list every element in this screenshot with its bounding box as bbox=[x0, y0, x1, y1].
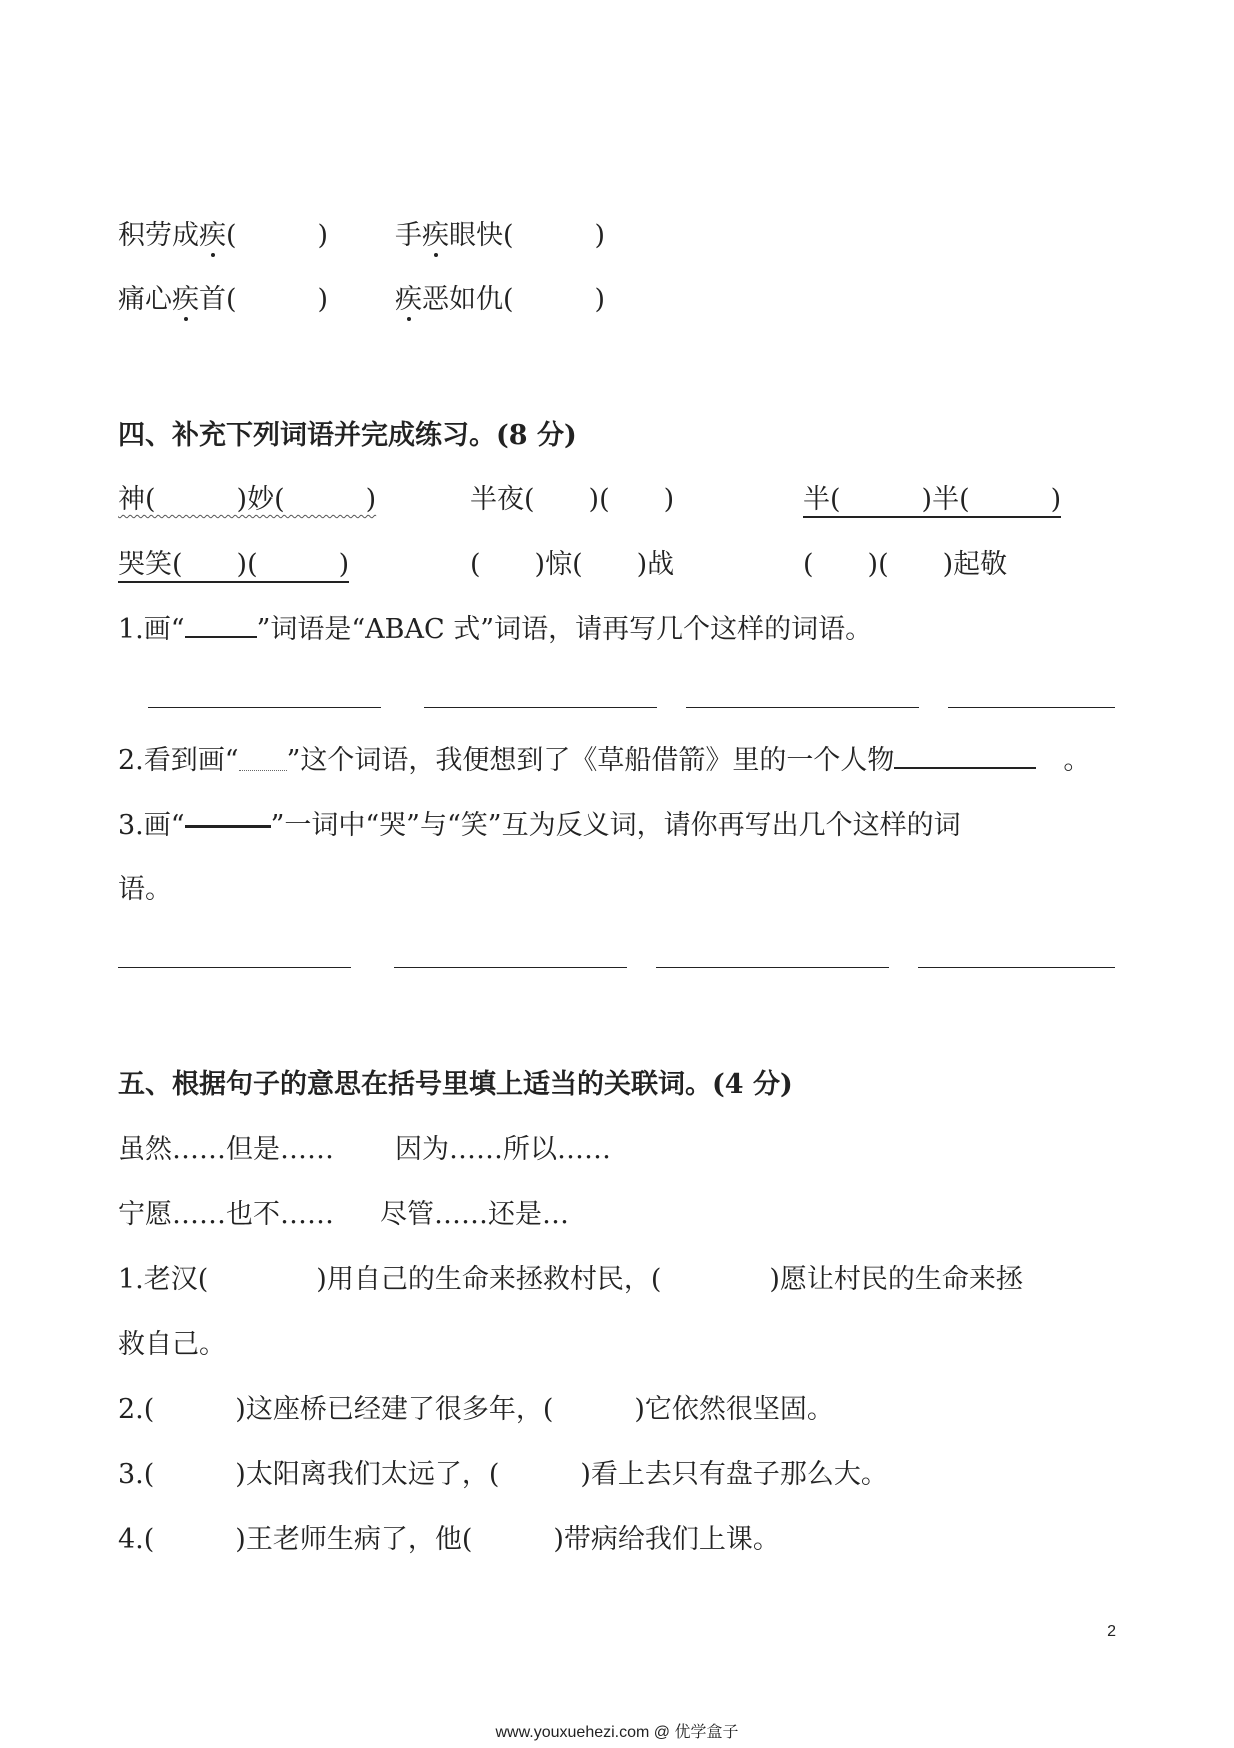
page-number: 2 bbox=[1107, 1623, 1116, 1640]
answer-line[interactable] bbox=[394, 967, 627, 968]
sentence-1: 1.老汉( )用自己的生命来拯救村民，( )愿让村民的生命来拯 bbox=[118, 1264, 1023, 1295]
idiom-1: 积劳成疾( ) bbox=[118, 220, 329, 251]
blank-word-r2c: ( )( )起敬 bbox=[803, 549, 1008, 580]
question-4-2: 2.看到画“ ”这个词语，我便想到了《草船借箭》里的一个人物 。 bbox=[118, 745, 1091, 776]
question-4-3: 3.画“ ”一词中“哭”与“笑”互为反义词，请你再写出几个这样的词 bbox=[118, 810, 961, 841]
blank-word-r1a: 神( )妙( ) bbox=[118, 484, 377, 515]
idiom-2: 手疾眼快( ) bbox=[395, 220, 606, 251]
answer-line[interactable] bbox=[686, 707, 919, 708]
blank-word-r2b: ( )惊( )战 bbox=[470, 549, 675, 580]
answer-line[interactable] bbox=[424, 707, 657, 708]
section4-heading: 四、补充下列词语并完成练习。(8 分) bbox=[118, 420, 577, 451]
emphasis-char: 疾 bbox=[395, 284, 422, 315]
emphasis-char: 疾 bbox=[422, 220, 449, 251]
sentence-4: 4.( )王老师生病了，他( )带病给我们上课。 bbox=[118, 1524, 780, 1555]
idiom-3: 痛心疾首( ) bbox=[118, 284, 329, 315]
conjunction-option-1: 虽然……但是…… bbox=[118, 1134, 334, 1165]
sentence-1-cont: 救自己。 bbox=[118, 1329, 226, 1360]
question-4-1: 1.画“ ”词语是“ABAC 式”词语，请再写几个这样的词语。 bbox=[118, 614, 873, 645]
answer-line[interactable] bbox=[948, 707, 1115, 708]
sentence-2: 2.( )这座桥已经建了很多年，( )它依然很坚固。 bbox=[118, 1394, 834, 1425]
conjunction-option-3: 宁愿……也不…… bbox=[118, 1199, 334, 1230]
blank-word-r2a: 哭笑( )( ) bbox=[118, 547, 349, 583]
conjunction-option-4: 尽管……还是… bbox=[380, 1199, 569, 1230]
emphasis-char: 疾 bbox=[199, 220, 226, 251]
question-4-3-cont: 语。 bbox=[118, 874, 172, 905]
answer-line[interactable] bbox=[656, 967, 889, 968]
conjunction-option-2: 因为……所以…… bbox=[395, 1134, 611, 1165]
sentence-3: 3.( )太阳离我们太远了，( )看上去只有盘子那么大。 bbox=[118, 1459, 888, 1490]
blank-word-r1b: 半夜( )( ) bbox=[470, 484, 675, 515]
answer-line[interactable] bbox=[118, 967, 351, 968]
answer-line[interactable] bbox=[148, 707, 381, 708]
section5-heading: 五、根据句子的意思在括号里填上适当的关联词。(4 分) bbox=[118, 1069, 793, 1100]
emphasis-char: 疾 bbox=[172, 284, 199, 315]
answer-line[interactable] bbox=[918, 967, 1115, 968]
footer-watermark: www.youxuehezi.com @ 优学盒子 bbox=[495, 1724, 739, 1741]
blank-word-r1c: 半( )半( ) bbox=[803, 482, 1061, 518]
idiom-4: 疾恶如仇( ) bbox=[395, 284, 606, 315]
